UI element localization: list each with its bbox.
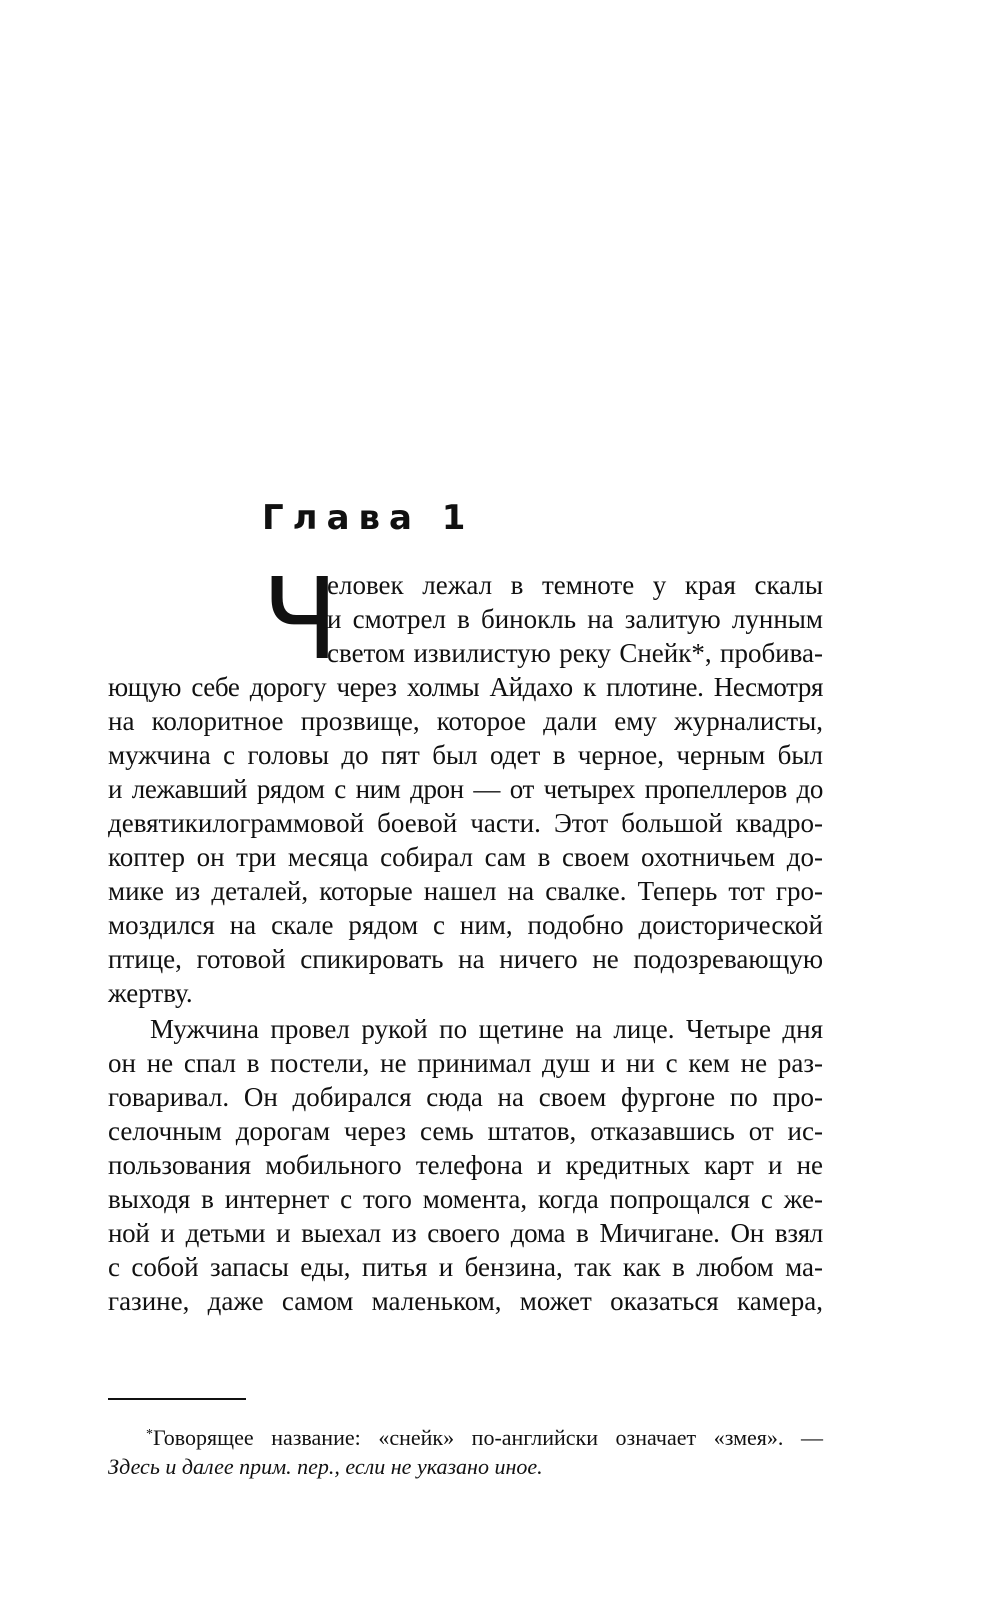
paragraph-line: девятикилограммовой боевой части. Этот большой квадро- <box>108 808 823 838</box>
chapter-title: Глава 1 <box>262 498 475 538</box>
paragraph-line: газине, даже самом маленьком, может оказаться камера, <box>108 1286 823 1316</box>
paragraph-line: и смотрел в бинокль на залитую лунным <box>327 604 823 634</box>
paragraph-line: на колоритное прозвище, которое дали ему журналисты, <box>108 706 823 736</box>
drop-cap: Ч <box>262 555 339 685</box>
paragraph-line: еловек лежал в темноте у края скалы <box>327 570 823 600</box>
paragraph-line: светом извилистую реку Снейк*, пробива- <box>327 638 823 668</box>
footnote-rule <box>108 1398 246 1400</box>
footnote-marker: * <box>146 1427 153 1442</box>
paragraph-line: Мужчина провел рукой по щетине на лице. Четыре дня <box>150 1014 823 1044</box>
paragraph-line: ющую себе дорогу через холмы Айдахо к плотине. Несмотря <box>108 672 823 702</box>
paragraph-line: жертву. <box>108 978 193 1008</box>
footnote-text <box>146 1420 823 1453</box>
footnote-body: Говорящее название: «снейк» по-английски означает «змея». — <box>153 1425 823 1450</box>
paragraph-line: и лежавший рядом с ним дрон — от четырех пропеллеров до <box>108 774 823 804</box>
paragraph-line: коптер он три месяца собирал сам в своем охотничьем до- <box>108 842 823 872</box>
paragraph-line: селочным дорогам через семь штатов, отказавшись от ис- <box>108 1116 823 1146</box>
footnote-italic-text: Здесь и далее прим. пер., если не указано иное. <box>108 1454 543 1479</box>
paragraph-line: моздился на скале рядом с ним, подобно доисторической <box>108 910 823 940</box>
paragraph-line: мике из деталей, которые нашел на свалке. Теперь тот гро- <box>108 876 823 906</box>
paragraph-line: говаривал. Он добирался сюда на своем фургоне по про- <box>108 1082 823 1112</box>
paragraph-line: выходя в интернет с того момента, когда попрощался с же- <box>108 1184 823 1214</box>
paragraph-line: мужчина с головы до пят был одет в черное, черным был <box>108 740 823 770</box>
paragraph-line: пользования мобильного телефона и кредитных карт и не <box>108 1150 823 1180</box>
paragraph-line: птице, готовой спикировать на ничего не подозревающую <box>108 944 823 974</box>
paragraph-line: ной и детьми и выехал из своего дома в Мичигане. Он взял <box>108 1218 823 1248</box>
paragraph-line: с собой запасы еды, питья и бензина, так как в любом ма- <box>108 1252 823 1282</box>
paragraph-line: он не спал в постели, не принимал душ и ни с кем не раз- <box>108 1048 823 1078</box>
